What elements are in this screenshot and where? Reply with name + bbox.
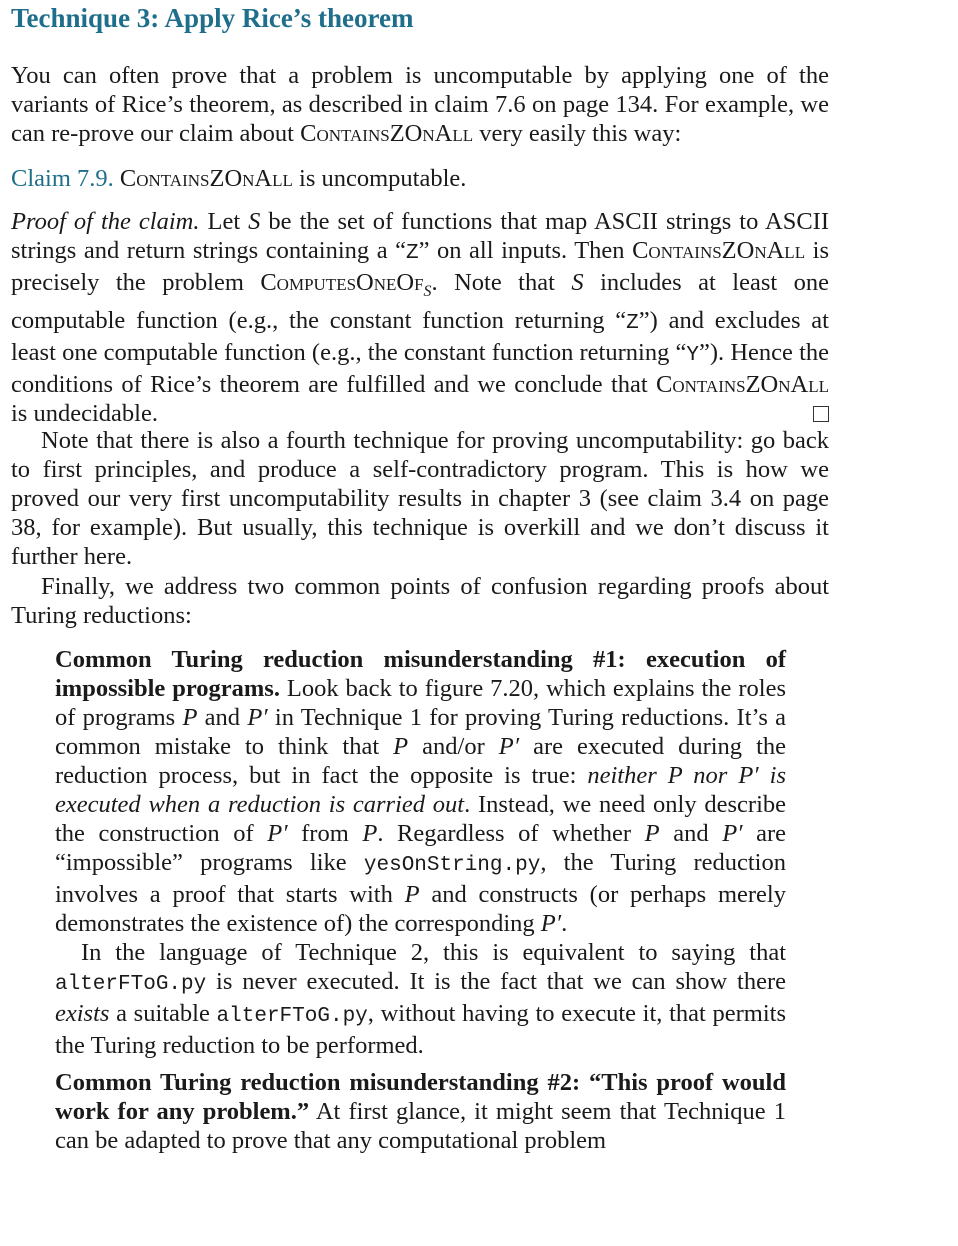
proof-text: . Note that <box>431 269 572 296</box>
code-filename: alterFToG.py <box>216 1005 368 1028</box>
problem-name: ComputesOneOf <box>260 269 424 296</box>
misunderstanding-1-paragraph <box>55 645 786 938</box>
proof-text: is undecidable. <box>11 399 158 427</box>
code-char: Z <box>405 242 419 265</box>
misunderstanding-2-paragraph <box>55 1068 786 1155</box>
math-var: P′ <box>498 733 520 760</box>
body-text: are executed during the reduction process, but in fact the opposite is true: <box>55 733 787 789</box>
body-text: and/or <box>408 733 499 760</box>
fourth-technique-paragraph: Note that there is also a fourth technique for proving uncomputability: go back to first principles, and produce a self-contradictory program. This is how we proved our very first uncomputability results in chapter 3 (see claim 3.4 on page 38, for example). But usually, this technique is overkill and we don’t discuss it further here. <box>11 427 829 570</box>
body-text: and <box>197 704 248 731</box>
proof-text: ”) and excludes at least one computable function (e.g., the constant function returning “ <box>11 306 829 366</box>
math-var: P′ <box>540 910 562 937</box>
body-text: and constructs (or perhaps merely demonstrates the existence of) the corresponding <box>55 881 786 937</box>
intro-text-1: You can often prove that a problem is uncomputable by applying one of the variants of Rice’s theorem, as described in claim 7.6 on page 134. For example, we can re-prove our claim about <box>11 62 829 147</box>
section-heading: Technique 3: Apply Rice’s theorem <box>11 3 414 33</box>
math-subscript: S <box>423 282 432 300</box>
intro-text-2: very easily this way: <box>473 120 682 147</box>
math-var: P′ <box>247 704 268 731</box>
qed-box-icon <box>813 406 829 422</box>
claim-statement <box>11 164 829 193</box>
intro-paragraph <box>11 61 829 148</box>
body-text: from <box>287 820 363 847</box>
code-char: Z <box>626 311 639 335</box>
code-char: Y <box>686 343 699 367</box>
problem-name: ContainsZOnAll <box>119 165 293 192</box>
body-text: Look back to figure 7.20, which explains the roles of programs <box>55 675 786 731</box>
body-text: , the Turing reduction involves a proof that starts with <box>55 849 786 908</box>
body-text: . Instead, we need only describe the construction of <box>55 791 786 847</box>
body-text: , without having to execute it, that permits the Turing reduction to be performed. <box>55 1000 787 1059</box>
claim-label: Claim 7.9. <box>11 165 114 192</box>
body-text: . <box>561 910 568 937</box>
proof-text: Let <box>199 208 249 235</box>
misunderstanding-1-block <box>55 645 786 1060</box>
body-text: and <box>659 820 723 847</box>
code-filename: yesOnString.py <box>363 854 541 877</box>
body-text: in Technique 1 for proving Turing reductions. It’s a common mistake to think that <box>55 704 786 760</box>
body-text: . Regardless of whether <box>377 820 645 847</box>
code-filename: alterFToG.py <box>55 973 207 996</box>
body-text: In the language of Technique 2, this is equivalent to saying that <box>81 939 786 966</box>
proof-label: Proof of the claim. <box>11 208 200 235</box>
misunderstanding-1-second-paragraph <box>55 938 786 1060</box>
body-text: At first glance, it might seem that Technique 1 can be adapted to prove that any computational problem <box>55 1098 786 1154</box>
body-text: is never executed. It is the fact that we can show there <box>206 968 786 995</box>
problem-name: ContainsZOnAll <box>300 120 474 147</box>
problem-name: ContainsZOnAll <box>656 370 829 398</box>
math-var: S <box>248 208 261 235</box>
proof-text: be the set of functions that map ASCII strings to ASCII strings and return strings containing a “ <box>11 208 829 264</box>
problem-name: ContainsZOnAll <box>632 237 806 264</box>
math-var: S <box>571 269 584 296</box>
proof-text: ”). Hence the conditions of Rice’s theorem are fulfilled and we conclude that <box>11 338 829 398</box>
math-var: P′ <box>722 820 743 847</box>
proof-text: includes at least one computable function (e.g., the constant function returning “ <box>11 269 829 334</box>
math-var: P <box>362 820 378 847</box>
claim-text: is uncomputable. <box>292 165 467 192</box>
emphasis-text: exists <box>55 1000 110 1027</box>
proof-text: is precisely the problem <box>11 237 829 296</box>
math-var: P′ <box>267 820 288 847</box>
finally-paragraph: Finally, we address two common points of confusion regarding proofs about Turing reductions: <box>11 573 829 629</box>
proof-paragraph <box>11 207 829 428</box>
emphasis-text: neither P nor P′ is executed when a reduction is carried out <box>55 762 786 818</box>
math-var: P <box>644 820 660 847</box>
misunderstanding-1-title: Common Turing reduction misunderstanding #1: execution of impossible programs. <box>55 646 786 702</box>
body-text: are “impossible” programs like <box>55 820 787 876</box>
math-var: P <box>393 733 409 760</box>
misunderstanding-2-title: Common Turing reduction misunderstanding #2: “This proof would work for any problem.” <box>55 1069 786 1125</box>
math-var: P <box>182 704 198 731</box>
body-text: a suitable <box>109 1000 217 1027</box>
proof-text: ” on all inputs. Then <box>418 237 633 264</box>
math-var: P <box>404 881 420 908</box>
